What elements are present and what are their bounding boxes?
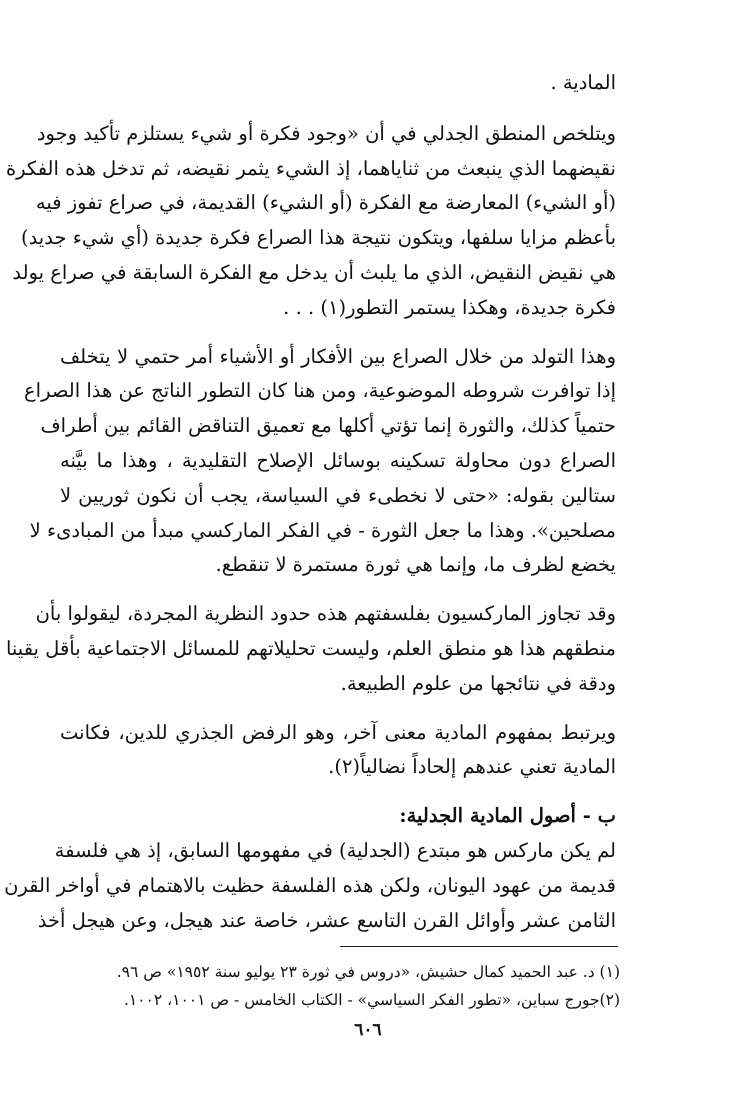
footnote-divider — [340, 946, 618, 947]
text-line: ويتلخص المنطق الجدلي في أن «وجود فكرة أو شيء يستلزم تأكيد وجود — [36, 121, 616, 145]
text-line: فكرة جديدة، وهكذا يستمر التطور(١) . . . — [283, 295, 616, 319]
footnote-1: (١) د. عبد الحميد كمال حشيش، «دروس في ثورة ٢٣ يوليو سنة ١٩٥٢» ص ٩٦. — [116, 963, 620, 981]
paragraph-conflict-generation — [24, 340, 616, 584]
paragraph-atheism — [60, 716, 616, 786]
text-line: المادية . — [550, 71, 616, 94]
text-line: قديمة من عهود اليونان، ولكن هذه الفلسفة حظيت بالاهتمام في أواخر القرن — [4, 873, 616, 897]
paragraph-continuation — [60, 66, 616, 101]
text-line: حتمياً كذلك، والثورة إنما تؤتي أكلها مع تعميق التناقض القائم بين أطراف — [40, 414, 616, 438]
section-heading — [60, 799, 616, 834]
paragraph-dialectical-logic — [5, 117, 616, 326]
text-line: بأعظم مزايا سلفها، ويتكون نتيجة هذا الصراع فكرة جديدة (أي شيء جديد) — [20, 226, 616, 250]
section-heading-text: ب - أصول المادية الجدلية: — [399, 804, 616, 828]
text-line: إذا توافرت شروطه الموضوعية، ومن هنا كان التطور الناتج عن هذا الصراع — [24, 379, 616, 403]
paragraph-origins — [4, 834, 616, 938]
text-line: ودقة في نتائجها من علوم الطبيعة. — [340, 671, 616, 695]
text-line: ويرتبط بمفهوم المادية معنى آخر، وهو الرفض الجذري للدين، فكانت — [60, 720, 616, 744]
text-line: لم يكن ماركس هو مبتدع (الجدلية) في مفهومها السابق، إذ هي فلسفة — [54, 838, 616, 862]
footnote-2: (٢)جورج سباين، «تطور الفكر السياسي» - الكتاب الخامس - ص ١٠٠١، ١٠٠٢. — [123, 991, 620, 1009]
main-text — [4, 66, 616, 952]
text-line: ستالين بقوله: «حتى لا نخطىء في السياسة، يجب أن نكون ثوريين لا — [60, 483, 616, 507]
text-line: منطقهم هذا هو منطق العلم، وليست تحليلاتهم للمسائل الاجتماعية بأقل يقينا — [5, 636, 616, 660]
text-line: الصراع دون محاولة تسكينه بوسائل الإصلاح التقليدية ، وهذا ما بيَّنه — [60, 448, 616, 472]
text-line: نقيضهما الذي ينبعث من ثناياهما، إذ الشيء يثمر نقيضه، ثم تدخل هذه الفكرة — [5, 156, 616, 180]
paragraph-science-claim — [5, 597, 616, 701]
text-line: المادية تعني عندهم إلحاداً نضالياً(٢). — [328, 755, 616, 779]
text-line: (أو الشيء) المعارضة مع الفكرة (أو الشيء) القديمة، في صراع تفوز فيه — [35, 191, 616, 215]
page-number: ٦٠٦ — [354, 1020, 382, 1040]
text-line: هي نقيض النقيض، الذي ما يلبث أن يدخل مع الفكرة السابقة في صراع يولد — [12, 260, 616, 284]
text-line: يخضع لظرف ما، وإنما هي ثورة مستمرة لا تنقطع. — [215, 553, 616, 577]
text-line: وهذا التولد من خلال الصراع بين الأفكار أو الأشياء أمر حتمي لا يتخلف — [60, 344, 616, 368]
footnotes — [100, 958, 620, 1014]
text-line: مصلحين». وهذا ما جعل الثورة - في الفكر الماركسي مبدأ من المبادىء لا — [29, 518, 616, 542]
text-line: وقد تجاوز الماركسيون بفلسفتهم هذه حدود النظرية المجردة، ليقولوا بأن — [35, 602, 616, 626]
text-line: الثامن عشر وأوائل القرن التاسع عشر، خاصة عند هيجل، وعن هيجل أخذ — [37, 908, 616, 932]
